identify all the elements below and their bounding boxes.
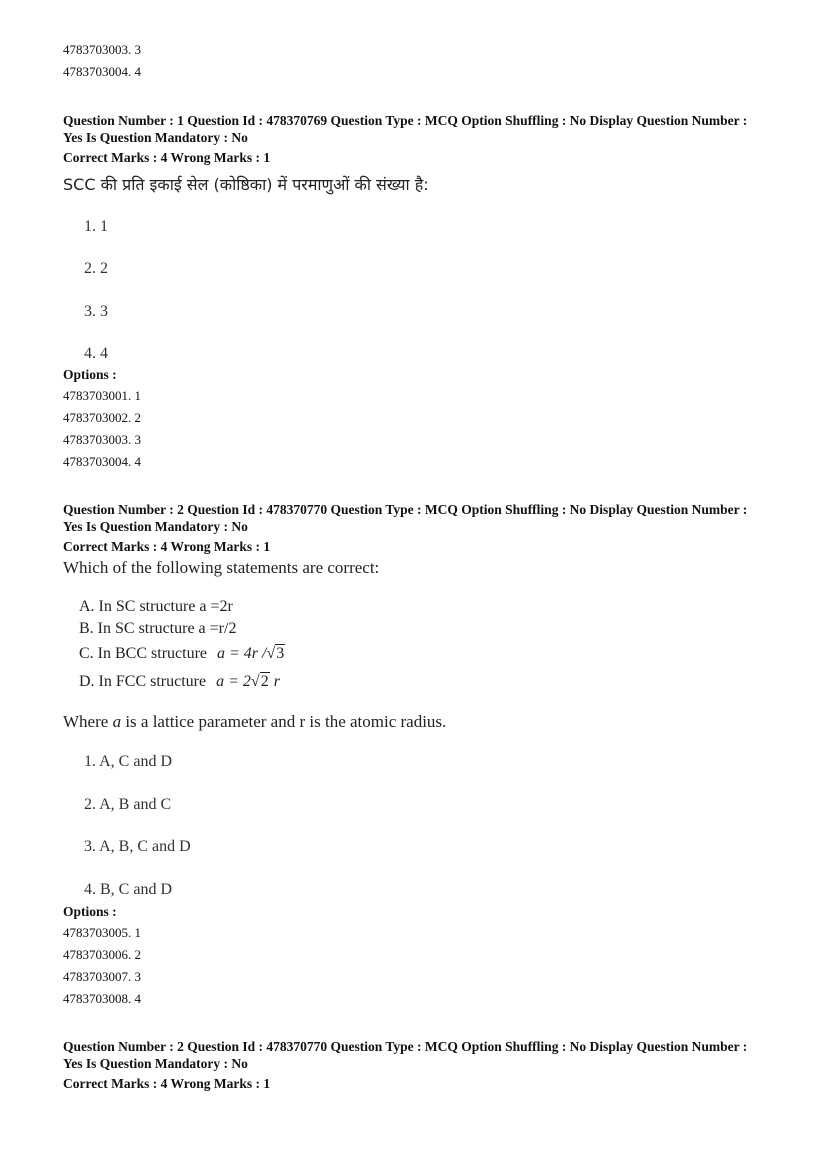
question-marks: Correct Marks : 4 Wrong Marks : 1: [63, 1076, 271, 1091]
statement-c: [79, 644, 285, 664]
where-variable: a: [112, 712, 122, 731]
statement-c-text: C. In BCC structure: [79, 645, 207, 662]
option-id-line: 4783703008. 4: [63, 991, 141, 1006]
question-text: Which of the following statements are correct:: [63, 558, 380, 577]
answer-choice: 4. 4: [84, 345, 108, 362]
option-id-line: 4783703005. 1: [63, 925, 141, 940]
answer-choice: 4. B, C and D: [84, 881, 172, 898]
formula-part: 2: [260, 673, 269, 690]
statement-d: [79, 672, 280, 692]
question-text: SCC की प्रति इकाई सेल (कोष्ठिका) में परमाणुओं की संख्या है:: [63, 175, 429, 194]
square-root: √3: [266, 645, 285, 662]
options-label: Options :: [63, 367, 117, 382]
option-id-line: 4783703002. 2: [63, 410, 141, 425]
answer-choice: 1. 1: [84, 218, 108, 235]
statement-b: B. In SC structure a =r/2: [79, 620, 237, 637]
answer-choice: 3. 3: [84, 303, 108, 320]
answer-choice: 3. A, B, C and D: [84, 838, 191, 855]
option-id-line: 4783703006. 2: [63, 947, 141, 962]
formula-part: r: [273, 673, 280, 690]
answer-choice: 2. A, B and C: [84, 796, 172, 813]
formula-part: a = 4r /: [217, 645, 267, 662]
option-id-line: 4783703003. 3: [63, 432, 141, 447]
option-id-line: 4783703007. 3: [63, 969, 141, 984]
formula-part: 3: [276, 645, 285, 662]
option-id-line: 4783703004. 4: [63, 454, 141, 469]
option-id-line: 4783703003. 3: [63, 42, 141, 57]
question-marks: Correct Marks : 4 Wrong Marks : 1: [63, 150, 271, 165]
question-header: Question Number : 2 Question Id : 478370770 Question Type : MCQ Option Shuffling : No Display Question Number : Yes Is Question Mandatory : No: [63, 1039, 748, 1071]
answer-choice: 1. A, C and D: [84, 753, 172, 770]
option-id-line: 4783703004. 4: [63, 64, 141, 79]
statement-c-formula: [217, 645, 285, 662]
formula-part: a = 2: [216, 673, 251, 690]
where-text: [63, 711, 446, 733]
where-text-post: is a lattice parameter and r is the atomic radius.: [125, 712, 447, 731]
where-text-pre: Where: [63, 712, 109, 731]
statement-d-formula: [216, 673, 280, 690]
question-header: Question Number : 1 Question Id : 478370769 Question Type : MCQ Option Shuffling : No Display Question Number : Yes Is Question Mandatory : No: [63, 113, 748, 145]
question-marks: Correct Marks : 4 Wrong Marks : 1: [63, 539, 271, 554]
statement-d-text: D. In FCC structure: [79, 673, 207, 690]
option-id-line: 4783703001. 1: [63, 388, 141, 403]
square-root: √2: [250, 673, 269, 690]
answer-choice: 2. 2: [84, 260, 108, 277]
statement-a: A. In SC structure a =2r: [79, 598, 233, 615]
question-header: Question Number : 2 Question Id : 478370770 Question Type : MCQ Option Shuffling : No Display Question Number : Yes Is Question Mandatory : No: [63, 502, 748, 534]
options-label: Options :: [63, 904, 117, 919]
